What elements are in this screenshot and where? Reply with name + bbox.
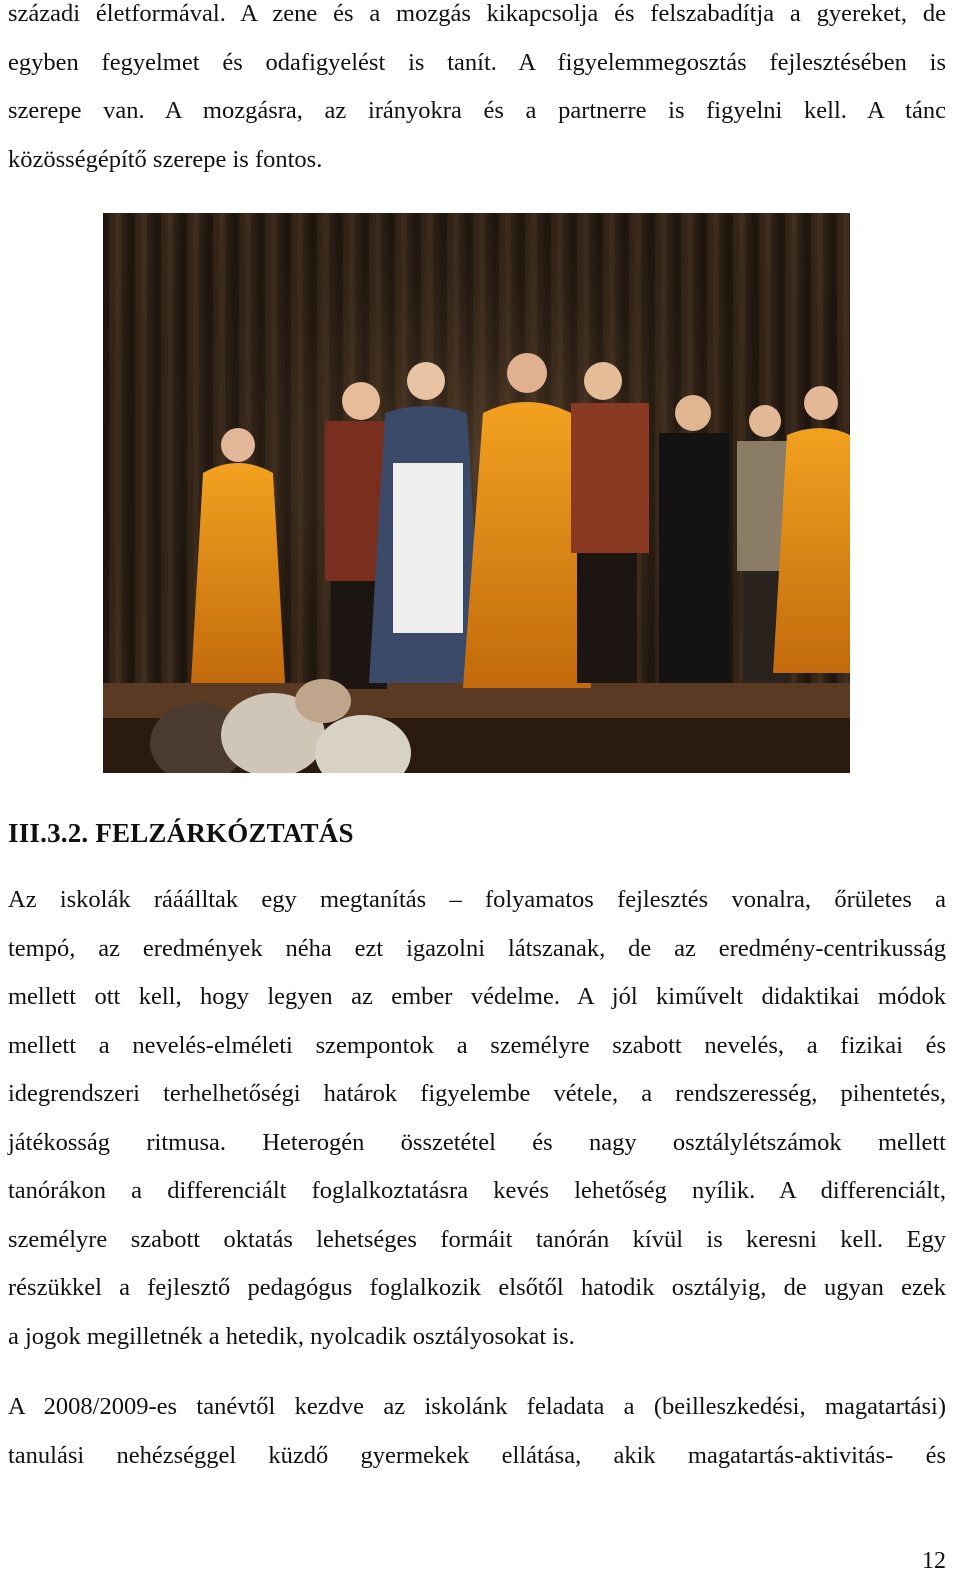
intro-paragraph: [8, 0, 946, 184]
second-paragraph: [8, 1383, 946, 1480]
section-heading: III.3.2. FELZÁRKÓZTATÁS: [8, 818, 354, 848]
text-line: mellett a nevelés-elméleti szempontok a személyre szabott nevelés, a fizikai és: [8, 1031, 946, 1059]
text-line: játékosság ritmusa. Heterogén összetétel és nagy osztálylétszámok mellett: [8, 1128, 946, 1156]
text-line: mellett ott kell, hogy legyen az ember védelme. A jól kiművelt didaktikai módok: [8, 983, 946, 1010]
text-line: közösségépítő szerepe is fontos.: [8, 145, 323, 173]
folk-dance-photo: [103, 213, 850, 773]
text-line: A 2008/2009-es tanévtől kezdve az iskolánk feladata a (beilleszkedési, magatartási): [8, 1393, 946, 1420]
text-line: szerepe van. A mozgásra, az irányokra és a partnerre is figyelni kell. A tánc: [8, 97, 946, 124]
text-line: tanulási nehézséggel küzdő gyermekek ellátása, akik magatartás-aktivitás- és: [8, 1441, 946, 1469]
text-line: részükkel a fejlesztő pedagógus foglalkozik elsőtől hatodik osztályig, de ugyan ezek: [8, 1274, 946, 1301]
page-number: 12: [922, 1548, 946, 1574]
text-line: személyre szabott oktatás lehetséges formáit tanórán kívül is keresni kell. Egy: [8, 1225, 946, 1253]
text-line: egyben fegyelmet és odafigyelést is tanít. A figyelemmegosztás fejlesztésében is: [8, 48, 946, 76]
text-line: tanórákon a differenciált foglalkoztatásra kevés lehetőség nyílik. A differenciált,: [8, 1177, 946, 1204]
text-line: a jogok megilletnék a hetedik, nyolcadik osztályosokat is.: [8, 1322, 575, 1350]
text-line: idegrendszeri terhelhetőségi határok figyelembe vétele, a rendszeresség, pihentetés,: [8, 1080, 946, 1107]
main-paragraph: [8, 876, 946, 1361]
text-line: tempó, az eredmények néha ezt igazolni látszanak, de az eredmény-centrikusság: [8, 934, 946, 962]
text-line: századi életformával. A zene és a mozgás kikapcsolja és felszabadítja a gyereket, de: [8, 0, 946, 27]
text-line: Az iskolák rááálltak egy megtanítás – folyamatos fejlesztés vonalra, őrületes a: [8, 886, 946, 913]
